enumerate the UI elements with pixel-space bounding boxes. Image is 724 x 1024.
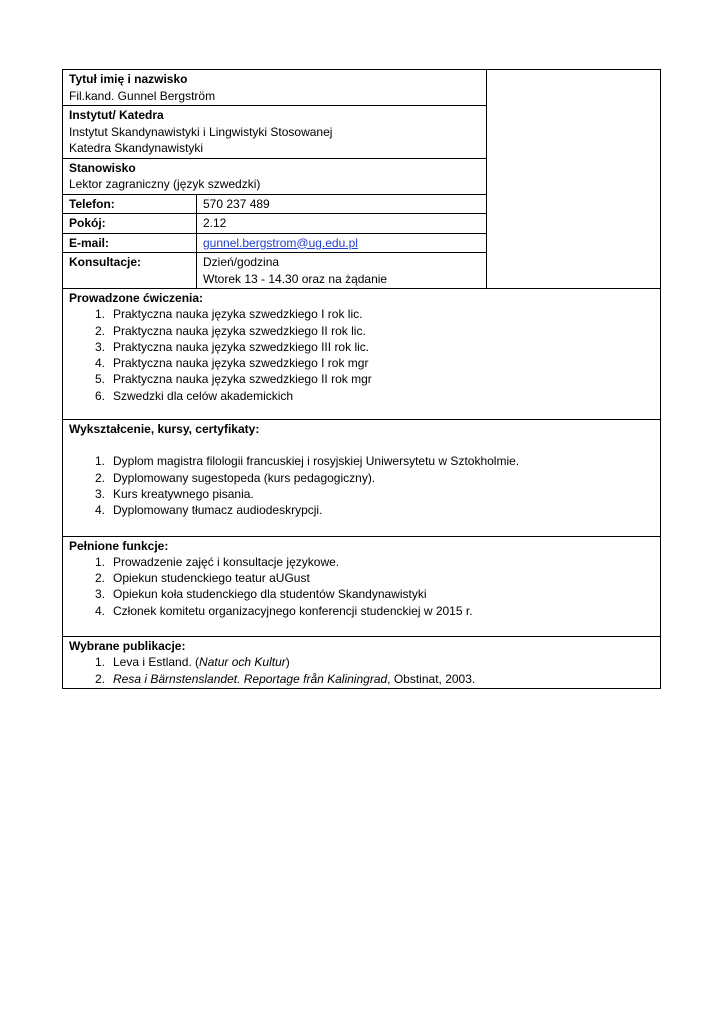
institute-row [63,106,486,159]
publication-suffix: ) [285,655,290,670]
email-row [63,234,486,254]
section-spacer [69,619,654,635]
list-item [69,470,654,486]
list-number: 3. [94,486,105,501]
list-number: 5. [94,372,105,387]
consultation-line-2: Wtorek 13 - 14.30 oraz na żądanie [203,271,388,286]
list-item [69,355,654,371]
photo-placeholder-cell [487,70,660,288]
list-text: Praktyczna nauka języka szwedzkiego I rok lic. [113,307,363,322]
profile-document [62,69,661,689]
section-spacer [69,519,654,535]
publication-details: , Obstinat, 2003. [387,671,476,686]
list-item [69,654,654,670]
profile-header-table [62,69,661,289]
list-number: 3. [94,339,105,354]
publication-title: Resa i Bärnstenslandet. Reportage från Kaliningrad [113,671,388,686]
education-section [62,420,661,536]
list-text: Kurs kreatywnego pisania. [113,486,254,501]
list-number: 3. [94,587,105,602]
publications-section [62,637,661,689]
list-text: Opiekun studenckiego teatur aUGust [113,571,310,586]
publication-publisher: Natur och Kultur [199,655,286,670]
list-item [69,371,654,387]
institute-line-2: Katedra Skandynawistyki [69,141,204,155]
list-number: 1. [94,454,105,469]
list-text: Członek komitetu organizacyjnego konferencji studenckiej w 2015 r. [113,603,473,618]
list-number: 4. [94,356,105,371]
list-text: Prowadzenie zajęć i konsultacje językowe. [113,554,340,569]
list-text: Praktyczna nauka języka szwedzkiego II rok lic. [113,323,366,338]
list-item [69,323,654,339]
consultation-row [63,253,486,288]
list-item [69,339,654,355]
list-number: 2. [94,571,105,586]
consultation-value [197,253,486,288]
phone-row [63,195,486,215]
list-text: Dyplom magistra filologii francuskiej i rosyjskiej Uniwersytetu w Sztokholmie. [113,454,520,469]
list-number: 4. [94,603,105,618]
list-item [69,586,654,602]
courses-list [69,306,654,404]
functions-section [62,537,661,637]
email-link[interactable]: gunnel.bergstrom@ug.edu.pl [203,235,358,250]
courses-title: Prowadzone ćwiczenia: [69,291,204,305]
list-text: Szwedzki dla celów akademickich [113,388,294,403]
list-item [69,603,654,619]
consultation-label: Konsultacje: [63,253,197,288]
list-item [69,671,654,687]
list-number: 6. [94,388,105,403]
list-text: Dyplomowany sugestopeda (kurs pedagogiczny). [113,470,376,485]
functions-list [69,554,654,619]
publications-list [69,654,654,687]
position-label: Stanowisko [69,160,136,175]
publication-title: Leva i Estland. ( [113,655,200,670]
education-list [69,453,654,518]
list-number: 4. [94,503,105,518]
name-row [63,70,486,106]
position-value: Lektor zagraniczny (język szwedzki) [69,177,261,191]
list-item [69,306,654,322]
list-number: 1. [94,554,105,569]
list-text: Praktyczna nauka języka szwedzkiego I rok mgr [113,356,369,371]
contact-table [63,195,486,289]
list-text: Praktyczna nauka języka szwedzkiego III rok lic. [113,339,370,354]
email-cell [197,234,486,253]
room-row [63,214,486,234]
list-item [69,570,654,586]
list-item [69,502,654,518]
list-item [69,453,654,469]
list-text [113,671,475,687]
name-value: Fil.kand. Gunnel Bergström [69,88,216,103]
courses-section [62,289,661,420]
phone-label: Telefon: [63,195,197,214]
list-text: Praktyczna nauka języka szwedzkiego II rok mgr [113,372,372,387]
email-label: E-mail: [63,234,197,253]
institute-label: Instytut/ Katedra [69,108,164,122]
name-label: Tytuł imię i nazwisko [69,72,188,86]
position-row [63,159,486,195]
section-spacer [69,404,654,418]
list-number: 2. [94,470,105,485]
list-text: Dyplomowany tłumacz audiodeskrypcji. [113,503,323,518]
room-label: Pokój: [63,214,197,233]
list-number: 2. [94,323,105,338]
list-number: 1. [94,655,105,670]
list-number: 2. [94,671,105,686]
list-text [113,654,290,670]
profile-info-column [63,70,487,288]
institute-line-1: Instytut Skandynawistyki i Lingwistyki Stosowanej [69,124,333,139]
phone-value: 570 237 489 [203,196,270,211]
consultation-line-1: Dzień/godzina [203,255,280,269]
education-title: Wykształcenie, kursy, certyfikaty: [69,422,260,437]
list-item [69,388,654,404]
list-number: 1. [94,307,105,322]
list-text: Opiekun koła studenckiego dla studentów Skandynawistyki [113,587,427,602]
room-value: 2.12 [203,216,227,230]
list-item [69,486,654,502]
publications-title: Wybrane publikacje: [69,639,186,654]
list-item [69,554,654,570]
functions-title: Pełnione funkcje: [69,538,169,553]
section-spacer [69,437,654,453]
